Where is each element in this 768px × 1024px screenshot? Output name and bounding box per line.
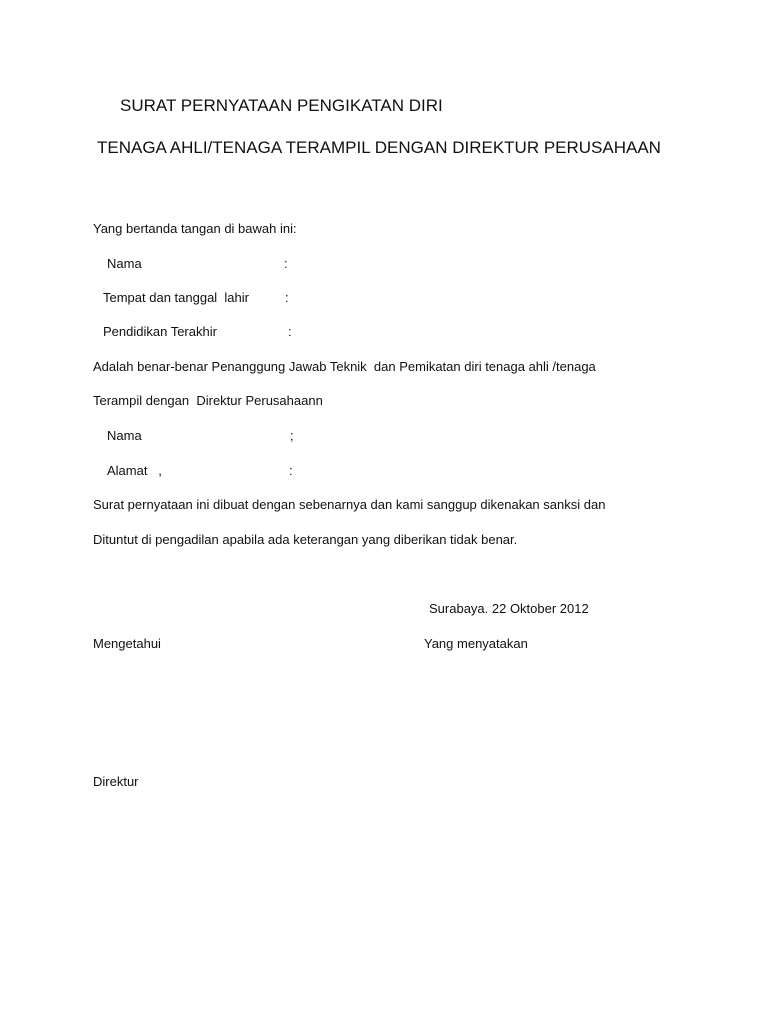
signer-education-separator: : bbox=[288, 324, 292, 339]
right-signature-label: Yang menyatakan bbox=[424, 636, 528, 651]
director-address-label: Alamat , bbox=[107, 463, 162, 478]
closing-line1: Surat pernyataan ini dibuat dengan sebenarnya dan kami sanggup dikenakan sanksi dan bbox=[93, 497, 606, 512]
document-title-line2: TENAGA AHLI/TENAGA TERAMPIL DENGAN DIREKTUR PERUSAHAAN bbox=[97, 138, 661, 157]
director-address-separator: : bbox=[289, 463, 293, 478]
signer-birth-separator: : bbox=[285, 290, 289, 305]
director-name-label: Nama bbox=[107, 428, 142, 443]
statement-line1: Adalah benar-benar Penanggung Jawab Teknik dan Pemikatan diri tenaga ahli /tenaga bbox=[93, 359, 596, 374]
left-signature-label: Mengetahui bbox=[93, 636, 161, 651]
statement-line2: Terampil dengan Direktur Perusahaann bbox=[93, 393, 323, 408]
director-name-separator: ; bbox=[290, 428, 294, 443]
signer-name-label: Nama bbox=[107, 256, 142, 271]
signer-education-label: Pendidikan Terakhir bbox=[103, 324, 217, 339]
intro-text: Yang bertanda tangan di bawah ini: bbox=[93, 221, 297, 236]
closing-line2: Dituntut di pengadilan apabila ada keterangan yang diberikan tidak benar. bbox=[93, 532, 518, 547]
document-title-line1: SURAT PERNYATAAN PENGIKATAN DIRI bbox=[120, 96, 443, 115]
signer-name-separator: : bbox=[284, 256, 288, 271]
place-date: Surabaya. 22 Oktober 2012 bbox=[429, 601, 589, 616]
left-signature-role: Direktur bbox=[93, 774, 139, 789]
signer-birth-label: Tempat dan tanggal lahir bbox=[103, 290, 249, 305]
